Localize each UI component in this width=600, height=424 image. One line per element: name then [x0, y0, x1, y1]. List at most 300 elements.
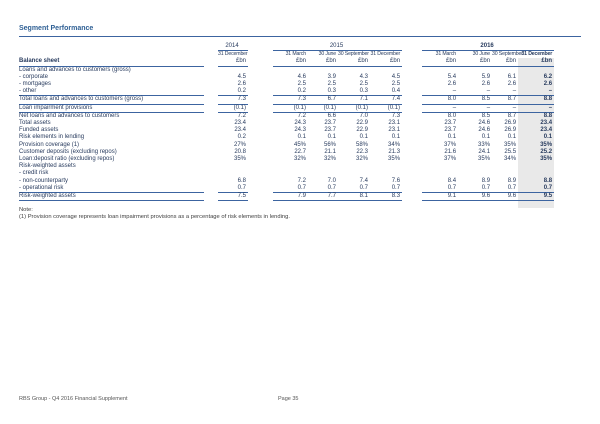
cell-value: 23.4 — [518, 120, 554, 127]
group-spacer — [248, 156, 273, 163]
group-spacer — [248, 185, 273, 193]
cell-value: 25.5 — [504, 148, 517, 155]
group-spacer — [402, 149, 422, 156]
cell-value: 23.1 — [388, 120, 401, 127]
cell-value: 23.7 — [444, 127, 457, 134]
spacer — [204, 193, 218, 201]
year-header-2016: 2016 — [422, 43, 554, 51]
cell-value — [338, 66, 370, 74]
cell-value: 8.4 — [447, 177, 457, 184]
cell-value: 8.8 — [518, 112, 554, 120]
cell-value: 37% — [444, 156, 457, 163]
cell-value: – — [452, 88, 457, 95]
spacer — [204, 58, 218, 66]
cell-value — [518, 66, 554, 74]
cell-value: 8.8 — [518, 96, 554, 104]
footer-document-name: RBS Group - Q4 2016 Financial Supplement — [19, 396, 128, 402]
spacer — [204, 88, 218, 96]
cell-value: 2.5 — [359, 81, 368, 88]
group-spacer — [248, 88, 273, 96]
cell-value: 6.8 — [237, 177, 246, 184]
spacer — [204, 96, 218, 104]
table-body — [19, 43, 554, 208]
unit-header: £bn — [370, 58, 402, 66]
row-label: Risk-weighted assets — [19, 163, 76, 170]
cell-value: 0.2 — [237, 134, 246, 141]
table-row — [19, 156, 554, 163]
unit-header: £bn — [338, 58, 370, 66]
cell-value: 23.7 — [444, 120, 457, 127]
cell-value — [518, 170, 554, 177]
cell-value: 9.6 — [458, 193, 492, 201]
group-spacer — [402, 185, 422, 193]
cell-value: 4.5 — [391, 73, 401, 80]
cell-value: 5.4 — [447, 73, 457, 80]
cell-value: (0.1) — [218, 104, 248, 112]
cell-value: 8.7 — [492, 112, 518, 120]
group-spacer — [402, 193, 422, 201]
cell-value: 8.9 — [481, 177, 491, 184]
table-row — [19, 96, 554, 104]
year-header-2014: 2014 — [218, 43, 248, 51]
table-row — [19, 193, 554, 201]
date-header: 30 September — [338, 51, 369, 58]
page-title: Segment Performance — [19, 25, 581, 37]
spacer — [204, 43, 218, 51]
cell-value: 0.2 — [297, 88, 306, 95]
table-row — [19, 185, 554, 193]
cell-value: 8.3 — [370, 193, 402, 201]
cell-value — [308, 66, 338, 74]
cell-value: 0.4 — [391, 88, 401, 95]
cell-value: 7.2 — [273, 112, 308, 120]
cell-value: 0.7 — [481, 184, 491, 191]
row-label: Net loans and advances to customers — [19, 112, 204, 120]
stub-spacer — [19, 51, 204, 59]
cell-value: 37% — [444, 141, 457, 148]
cell-value: 2.6 — [507, 81, 517, 88]
cell-value: 23.4 — [518, 127, 554, 134]
footnote — [19, 207, 290, 221]
spacer — [308, 201, 338, 209]
spacer — [204, 127, 218, 134]
note-text: (1) Provision coverage represents loan impairment provisions as a percentage of risk elements in lending. — [19, 214, 290, 220]
group-spacer — [248, 96, 273, 104]
unit-header: £bn — [422, 58, 458, 66]
table-row — [19, 149, 554, 156]
cell-value: 7.4 — [370, 96, 402, 104]
cell-value: 2.6 — [518, 81, 554, 88]
spacer — [204, 149, 218, 156]
cell-value: 9.6 — [492, 193, 518, 201]
cell-value: 7.4 — [359, 177, 368, 184]
cell-value: 7.0 — [327, 177, 336, 184]
cell-value: 26.9 — [504, 120, 517, 127]
cell-value: 0.1 — [518, 134, 554, 141]
cell-value: 9.5 — [518, 193, 554, 201]
spacer — [204, 81, 218, 88]
table-row — [19, 120, 554, 127]
cell-value: 24.3 — [294, 127, 306, 134]
group-spacer — [402, 74, 422, 81]
row-label: - non-counterparty — [19, 177, 69, 184]
row-label: - other — [19, 88, 37, 95]
cell-value: 8.7 — [492, 96, 518, 104]
cell-value: 22.9 — [356, 127, 368, 134]
cell-value: – — [492, 104, 518, 112]
cell-value: 8.9 — [507, 177, 517, 184]
table-row — [19, 142, 554, 149]
row-label: Loans and advances to customers (gross) — [19, 66, 131, 73]
spacer — [204, 104, 218, 112]
cell-value: 33% — [478, 141, 491, 148]
cell-value: 23.7 — [324, 127, 336, 134]
cell-value — [518, 163, 554, 170]
group-spacer — [248, 112, 273, 120]
group-spacer — [248, 193, 273, 201]
group-spacer — [248, 170, 273, 177]
row-label: Total assets — [19, 120, 51, 127]
cell-value — [273, 66, 308, 74]
spacer — [338, 201, 370, 209]
cell-value: 7.0 — [338, 112, 370, 120]
cell-value — [370, 170, 402, 177]
cell-value: 6.6 — [308, 112, 338, 120]
cell-value: 6.2 — [518, 74, 554, 81]
cell-value: 35% — [518, 156, 554, 163]
group-spacer — [248, 149, 273, 156]
cell-value: 4.5 — [237, 73, 246, 80]
cell-value: 21.6 — [444, 148, 457, 155]
spacer — [204, 134, 218, 141]
cell-value — [492, 163, 518, 170]
spacer — [204, 112, 218, 120]
group-spacer — [248, 163, 273, 170]
table-row — [19, 81, 554, 88]
table-row — [19, 178, 554, 185]
unit-header: £bn — [308, 58, 338, 66]
group-spacer — [402, 156, 422, 163]
cell-value: – — [512, 88, 517, 95]
spacer — [204, 51, 218, 59]
group-spacer — [402, 66, 422, 74]
row-label: - mortgages — [19, 81, 52, 88]
cell-value: 8.0 — [422, 96, 458, 104]
cell-value: 0.1 — [327, 134, 336, 141]
group-spacer — [248, 134, 273, 141]
spacer — [204, 156, 218, 163]
group-spacer — [402, 134, 422, 141]
table-row — [19, 104, 554, 112]
cell-value — [458, 170, 492, 177]
group-spacer — [402, 104, 422, 112]
cell-value: 23.4 — [234, 120, 246, 127]
cell-value: 35% — [388, 156, 401, 163]
group-spacer — [402, 88, 422, 96]
cell-value: 7.3 — [370, 112, 402, 120]
cell-value: 45% — [293, 141, 306, 148]
table-row — [19, 88, 554, 96]
footer-page-number: Page 35 — [278, 396, 299, 402]
cell-value: 24.6 — [478, 127, 491, 134]
stub-header: Balance sheet — [19, 58, 204, 66]
date-header: 31 December — [218, 51, 248, 58]
group-spacer — [248, 142, 273, 149]
cell-value: 0.7 — [447, 184, 457, 191]
group-spacer — [248, 43, 273, 51]
group-spacer — [402, 43, 422, 51]
cell-value: 7.9 — [273, 193, 308, 201]
cell-value — [422, 170, 458, 177]
spacer — [422, 201, 458, 209]
cell-value — [273, 170, 308, 177]
cell-value: 0.7 — [359, 184, 368, 191]
cell-value: 23.4 — [234, 127, 246, 134]
cell-value: 21.3 — [388, 148, 401, 155]
group-spacer — [402, 58, 422, 66]
cell-value: 8.5 — [458, 96, 492, 104]
cell-value: 7.3 — [218, 96, 248, 104]
cell-value — [273, 163, 308, 170]
spacer — [204, 178, 218, 185]
group-spacer — [248, 104, 273, 112]
cell-value: (0.1) — [370, 104, 402, 112]
unit-header: £bn — [273, 58, 308, 66]
spacer — [204, 185, 218, 193]
cell-value: 32% — [355, 156, 368, 163]
cell-value: 0.7 — [327, 184, 336, 191]
cell-value: 8.1 — [338, 193, 370, 201]
group-spacer — [248, 58, 273, 66]
cell-value: 24.3 — [294, 120, 306, 127]
cell-value: 0.1 — [359, 134, 368, 141]
year-header-row — [19, 43, 554, 51]
spacer — [204, 66, 218, 74]
cell-value: 7.6 — [391, 177, 401, 184]
cell-value: 0.1 — [447, 134, 457, 141]
group-spacer — [402, 142, 422, 149]
spacer — [204, 163, 218, 170]
cell-value: 0.1 — [481, 134, 491, 141]
year-header-2015: 2015 — [273, 43, 402, 51]
note-label: Note: — [19, 207, 33, 213]
table-row — [19, 66, 554, 74]
table-row — [19, 163, 554, 170]
cell-value — [218, 170, 248, 177]
group-spacer — [248, 66, 273, 74]
cell-value — [308, 170, 338, 177]
cell-value: 4.3 — [359, 73, 368, 80]
cell-value: 7.3 — [273, 96, 308, 104]
cell-value: – — [458, 104, 492, 112]
cell-value: 6.1 — [507, 73, 517, 80]
cell-value: 0.7 — [297, 184, 306, 191]
cell-value: 2.6 — [237, 81, 246, 88]
cell-value: 8.5 — [458, 112, 492, 120]
group-spacer — [248, 127, 273, 134]
cell-value: 7.2 — [297, 177, 306, 184]
spacer — [204, 142, 218, 149]
highlight-tail — [518, 201, 554, 209]
date-header: 30 June — [318, 51, 336, 58]
unit-header: £bn — [518, 58, 554, 66]
cell-value: 22.3 — [356, 148, 368, 155]
date-header: 31 March — [435, 51, 457, 58]
cell-value: 3.9 — [327, 73, 336, 80]
cell-value: 34% — [504, 156, 517, 163]
group-spacer — [402, 81, 422, 88]
group-spacer — [402, 112, 422, 120]
cell-value: 34% — [388, 141, 401, 148]
group-spacer — [248, 51, 273, 59]
cell-value: 8.0 — [422, 112, 458, 120]
cell-value: 20.8 — [234, 148, 246, 155]
unit-header: £bn — [458, 58, 492, 66]
row-label: Loan impairment provisions — [19, 104, 204, 112]
cell-value — [422, 163, 458, 170]
row-label: Total loans and advances to customers (gross) — [19, 96, 204, 104]
cell-value — [492, 66, 518, 74]
spacer — [458, 201, 492, 209]
cell-value: 32% — [323, 156, 336, 163]
cell-value: 0.1 — [507, 134, 517, 141]
row-label: Customer deposits (excluding repos) — [19, 148, 117, 155]
cell-value: 7.5 — [218, 193, 248, 201]
group-spacer — [402, 51, 422, 59]
group-spacer — [402, 120, 422, 127]
cell-value: 35% — [478, 156, 491, 163]
table-row — [19, 74, 554, 81]
cell-value: 27% — [233, 141, 246, 148]
cell-value: 24.1 — [478, 148, 491, 155]
group-spacer — [402, 127, 422, 134]
cell-value: 22.7 — [294, 148, 306, 155]
stub-spacer — [19, 43, 204, 51]
spacer — [492, 201, 518, 209]
date-header-row — [19, 51, 554, 59]
row-label: Loan:deposit ratio (excluding repos) — [19, 156, 115, 163]
cell-value: 8.8 — [518, 178, 554, 185]
cell-value: 23.1 — [388, 127, 401, 134]
unit-header: £bn — [492, 58, 518, 66]
cell-value — [422, 66, 458, 74]
cell-value: 7.7 — [308, 193, 338, 201]
unit-header: £bn — [218, 58, 248, 66]
date-header: 30 June — [472, 51, 491, 58]
cell-value: 0.3 — [327, 88, 336, 95]
cell-value — [458, 163, 492, 170]
cell-value — [218, 163, 248, 170]
cell-value: 25.2 — [518, 149, 554, 156]
row-label: - corporate — [19, 73, 49, 80]
cell-value: 0.7 — [237, 184, 246, 191]
group-spacer — [248, 74, 273, 81]
date-header: 31 December — [521, 51, 553, 58]
cell-value: 26.9 — [504, 127, 517, 134]
group-spacer — [402, 170, 422, 177]
table-row — [19, 112, 554, 120]
date-header: 31 March — [285, 51, 306, 58]
cell-value: 35% — [504, 141, 517, 148]
cell-value: 0.1 — [391, 134, 401, 141]
cell-value — [308, 163, 338, 170]
table-row — [19, 127, 554, 134]
cell-value: 35% — [518, 142, 554, 149]
cell-value: 0.3 — [359, 88, 368, 95]
cell-value: 7.2 — [218, 112, 248, 120]
spacer — [204, 170, 218, 177]
cell-value: (0.1) — [308, 104, 338, 112]
cell-value — [370, 66, 402, 74]
row-label: Funded assets — [19, 127, 59, 134]
cell-value: 2.5 — [327, 81, 336, 88]
row-label: - operational risk — [19, 184, 64, 191]
group-spacer — [402, 163, 422, 170]
cell-value: 35% — [233, 156, 246, 163]
cell-value: 2.6 — [447, 81, 457, 88]
cell-value: 0.1 — [297, 134, 306, 141]
cell-value: 9.1 — [422, 193, 458, 201]
cell-value: (0.1) — [338, 104, 370, 112]
cell-value: – — [486, 88, 491, 95]
group-spacer — [402, 96, 422, 104]
spacer — [204, 74, 218, 81]
cell-value: 0.7 — [391, 184, 401, 191]
cell-value — [218, 66, 248, 74]
spacer — [402, 201, 422, 209]
balance-sheet-table — [19, 43, 554, 208]
cell-value: 2.5 — [391, 81, 401, 88]
table-row — [19, 134, 554, 141]
cell-value: – — [518, 88, 554, 96]
cell-value: 58% — [355, 141, 368, 148]
cell-value: 32% — [293, 156, 306, 163]
cell-value — [338, 170, 370, 177]
spacer — [204, 120, 218, 127]
cell-value: 7.1 — [338, 96, 370, 104]
cell-value — [492, 170, 518, 177]
cell-value: 2.5 — [297, 81, 306, 88]
cell-value — [370, 163, 402, 170]
row-label: Risk-weighted assets — [19, 193, 204, 201]
date-header: 31 December — [370, 51, 401, 58]
cell-value: 6.7 — [308, 96, 338, 104]
cell-value: 5.9 — [481, 73, 491, 80]
unit-header-row — [19, 58, 554, 66]
cell-value: 0.7 — [518, 185, 554, 193]
date-header: 30 September — [492, 51, 523, 58]
group-spacer — [248, 120, 273, 127]
group-spacer — [248, 178, 273, 185]
spacer — [370, 201, 402, 209]
cell-value: 22.9 — [356, 120, 368, 127]
cell-value: 2.6 — [481, 81, 491, 88]
group-spacer — [248, 81, 273, 88]
cell-value: 24.6 — [478, 120, 491, 127]
cell-value: – — [518, 104, 554, 112]
cell-value — [458, 66, 492, 74]
row-label: Provision coverage (1) — [19, 141, 80, 148]
cell-value: 21.1 — [324, 148, 336, 155]
cell-value: (0.1) — [273, 104, 308, 112]
cell-value: 56% — [323, 141, 336, 148]
cell-value: 4.6 — [297, 73, 306, 80]
group-spacer — [402, 178, 422, 185]
cell-value: 23.7 — [324, 120, 336, 127]
cell-value: 0.2 — [237, 88, 246, 95]
cell-value — [338, 163, 370, 170]
row-label: Risk elements in lending — [19, 134, 85, 141]
